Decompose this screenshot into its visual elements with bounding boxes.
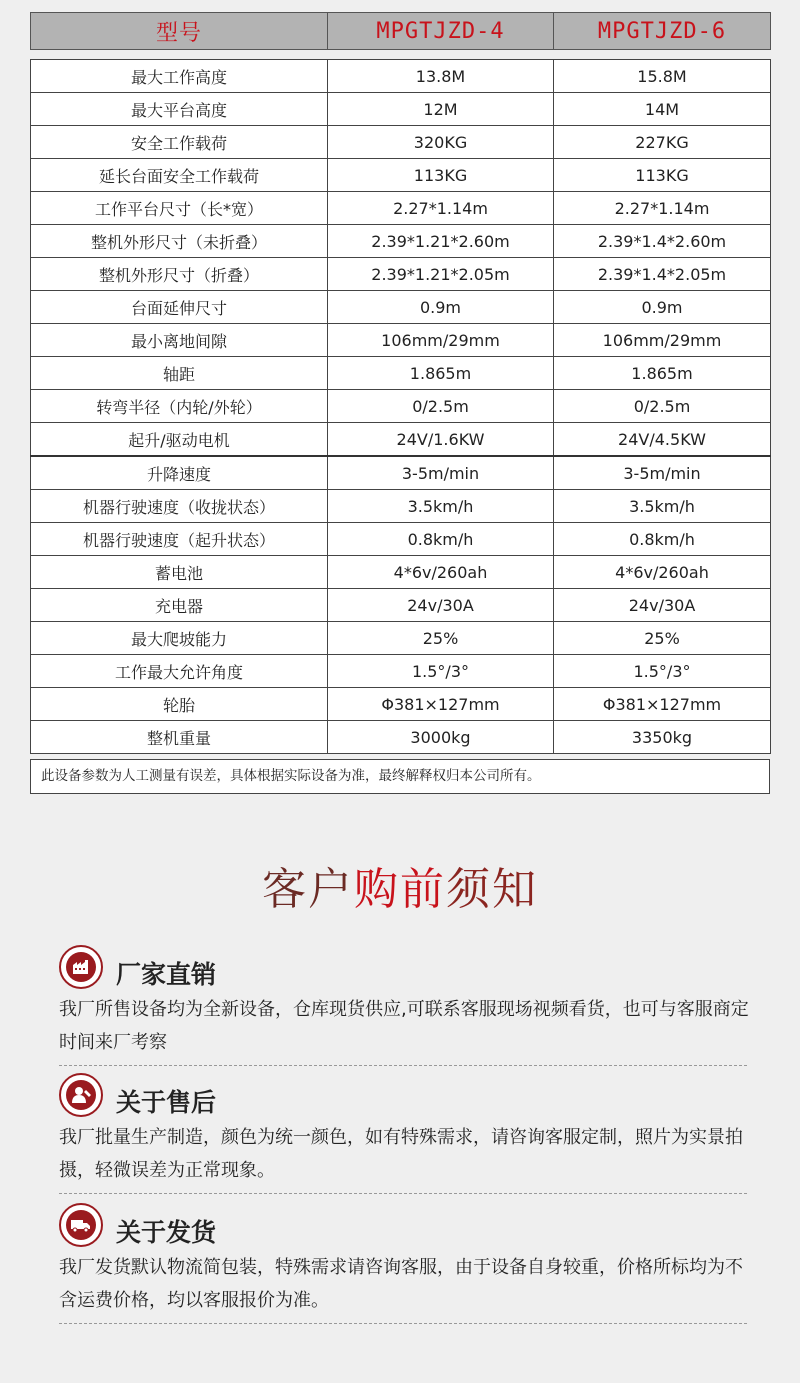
- spec-param-name: 整机外形尺寸（未折叠）: [31, 225, 328, 258]
- spec-table-section: [30, 12, 770, 794]
- spec-value-model-b: 1.865m: [554, 357, 771, 390]
- spec-row: [31, 456, 771, 490]
- spec-row: [31, 93, 771, 126]
- spec-row: [31, 291, 771, 324]
- section-text: 我厂批量生产制造，颜色为统一颜色，如有特殊需求，请咨询客服定制，照片为实景拍摄，轻微误差为正常现象。: [59, 1127, 743, 1181]
- section-text: 我厂所售设备均为全新设备，仓库现货供应,可联系客服现场视频看货，也可与客服商定时间来厂考察: [59, 999, 749, 1053]
- section-title: 厂家直销: [116, 960, 217, 989]
- spec-row: [31, 225, 771, 258]
- spec-value-model-b: Φ381×127mm: [554, 688, 771, 721]
- spec-param-name: 最大平台高度: [31, 93, 328, 126]
- spec-value-model-b: 2.27*1.14m: [554, 192, 771, 225]
- spec-row: [31, 589, 771, 622]
- spec-value-model-a: 0.8km/h: [328, 523, 554, 556]
- spec-value-model-a: Φ381×127mm: [328, 688, 554, 721]
- spec-value-model-b: 0/2.5m: [554, 390, 771, 423]
- spec-row: [31, 556, 771, 589]
- spec-body-table: [30, 59, 771, 754]
- factory-icon: [59, 945, 103, 989]
- spec-row: [31, 721, 771, 754]
- spec-header-row: [31, 13, 771, 50]
- spec-value-model-b: 1.5°/3°: [554, 655, 771, 688]
- spec-param-name: 转弯半径（内轮/外轮）: [31, 390, 328, 423]
- spec-row: [31, 159, 771, 192]
- header-model-b: MPGTJZD-6: [554, 13, 771, 50]
- spec-row: [31, 60, 771, 93]
- spec-value-model-a: 113KG: [328, 159, 554, 192]
- notice-title-part-2: 购前: [354, 864, 446, 915]
- spec-row: [31, 126, 771, 159]
- service-worker-icon: [59, 1073, 103, 1117]
- spec-row: [31, 423, 771, 457]
- spec-value-model-a: 2.39*1.21*2.60m: [328, 225, 554, 258]
- notice-section-shipping: [59, 1203, 749, 1324]
- spec-value-model-b: 3-5m/min: [554, 456, 771, 490]
- spec-value-model-b: 2.39*1.4*2.60m: [554, 225, 771, 258]
- spec-row: [31, 622, 771, 655]
- spec-value-model-b: 113KG: [554, 159, 771, 192]
- divider: [59, 1065, 747, 1066]
- spec-value-model-a: 0/2.5m: [328, 390, 554, 423]
- spec-value-model-b: 0.9m: [554, 291, 771, 324]
- header-model-a: MPGTJZD-4: [328, 13, 554, 50]
- spec-param-name: 最大爬坡能力: [31, 622, 328, 655]
- spec-value-model-a: 2.39*1.21*2.05m: [328, 258, 554, 291]
- spec-value-model-b: 15.8M: [554, 60, 771, 93]
- spec-value-model-b: 227KG: [554, 126, 771, 159]
- spec-value-model-a: 1.865m: [328, 357, 554, 390]
- header-label: 型号: [31, 13, 328, 50]
- section-title: 关于售后: [116, 1088, 217, 1117]
- spec-param-name: 工作最大允许角度: [31, 655, 328, 688]
- spec-value-model-b: 14M: [554, 93, 771, 126]
- spec-value-model-a: 106mm/29mm: [328, 324, 554, 357]
- spec-row: [31, 357, 771, 390]
- spec-param-name: 台面延伸尺寸: [31, 291, 328, 324]
- spec-row: [31, 490, 771, 523]
- spec-value-model-b: 106mm/29mm: [554, 324, 771, 357]
- section-text: 我厂发货默认物流简包装，特殊需求请咨询客服，由于设备自身较重，价格所标均为不含运费价格，均以客服报价为准。: [59, 1257, 743, 1311]
- spec-value-model-b: 24V/4.5KW: [554, 423, 771, 457]
- spec-param-name: 蓄电池: [31, 556, 328, 589]
- spec-param-name: 起升/驱动电机: [31, 423, 328, 457]
- spec-row: [31, 688, 771, 721]
- spec-param-name: 机器行驶速度（收拢状态）: [31, 490, 328, 523]
- spec-value-model-b: 2.39*1.4*2.05m: [554, 258, 771, 291]
- delivery-truck-icon: [59, 1203, 103, 1247]
- notice-section-after-sale: [59, 1073, 749, 1194]
- spec-row: [31, 523, 771, 556]
- spec-param-name: 工作平台尺寸（长*宽）: [31, 192, 328, 225]
- spec-value-model-a: 24V/1.6KW: [328, 423, 554, 457]
- spec-value-model-a: 24v/30A: [328, 589, 554, 622]
- spec-param-name: 延长台面安全工作载荷: [31, 159, 328, 192]
- spec-value-model-a: 0.9m: [328, 291, 554, 324]
- spec-value-model-b: 3350kg: [554, 721, 771, 754]
- divider: [59, 1193, 747, 1194]
- spec-value-model-b: 3.5km/h: [554, 490, 771, 523]
- spec-disclaimer: 此设备参数为人工测量有误差，具体根据实际设备为准，最终解释权归本公司所有。: [30, 759, 770, 794]
- spec-param-name: 整机重量: [31, 721, 328, 754]
- spec-value-model-a: 25%: [328, 622, 554, 655]
- spec-param-name: 最大工作高度: [31, 60, 328, 93]
- spec-param-name: 轴距: [31, 357, 328, 390]
- spec-value-model-b: 0.8km/h: [554, 523, 771, 556]
- spec-param-name: 机器行驶速度（起升状态）: [31, 523, 328, 556]
- spec-param-name: 最小离地间隙: [31, 324, 328, 357]
- spec-value-model-a: 3000kg: [328, 721, 554, 754]
- divider: [59, 1323, 747, 1324]
- spec-value-model-a: 13.8M: [328, 60, 554, 93]
- spec-param-name: 轮胎: [31, 688, 328, 721]
- notice-section-direct-sale: [59, 945, 749, 1066]
- section-title: 关于发货: [116, 1218, 217, 1247]
- spec-param-name: 整机外形尺寸（折叠）: [31, 258, 328, 291]
- spec-value-model-a: 3.5km/h: [328, 490, 554, 523]
- spec-value-model-a: 4*6v/260ah: [328, 556, 554, 589]
- spec-value-model-b: 4*6v/260ah: [554, 556, 771, 589]
- spec-value-model-a: 2.27*1.14m: [328, 192, 554, 225]
- spec-value-model-b: 25%: [554, 622, 771, 655]
- spec-param-name: 充电器: [31, 589, 328, 622]
- notice-title-part-1: 客户: [262, 864, 354, 915]
- spec-header-table: [30, 12, 771, 50]
- spec-value-model-a: 1.5°/3°: [328, 655, 554, 688]
- spec-value-model-a: 3-5m/min: [328, 456, 554, 490]
- spec-param-name: 安全工作载荷: [31, 126, 328, 159]
- spec-row: [31, 258, 771, 291]
- spec-row: [31, 655, 771, 688]
- notice-title: [0, 853, 800, 917]
- spec-param-name: 升降速度: [31, 456, 328, 490]
- spec-row: [31, 192, 771, 225]
- spec-row: [31, 390, 771, 423]
- spec-value-model-a: 320KG: [328, 126, 554, 159]
- notice-title-part-3: 须知: [446, 864, 538, 915]
- spec-value-model-a: 12M: [328, 93, 554, 126]
- spec-row: [31, 324, 771, 357]
- spec-value-model-b: 24v/30A: [554, 589, 771, 622]
